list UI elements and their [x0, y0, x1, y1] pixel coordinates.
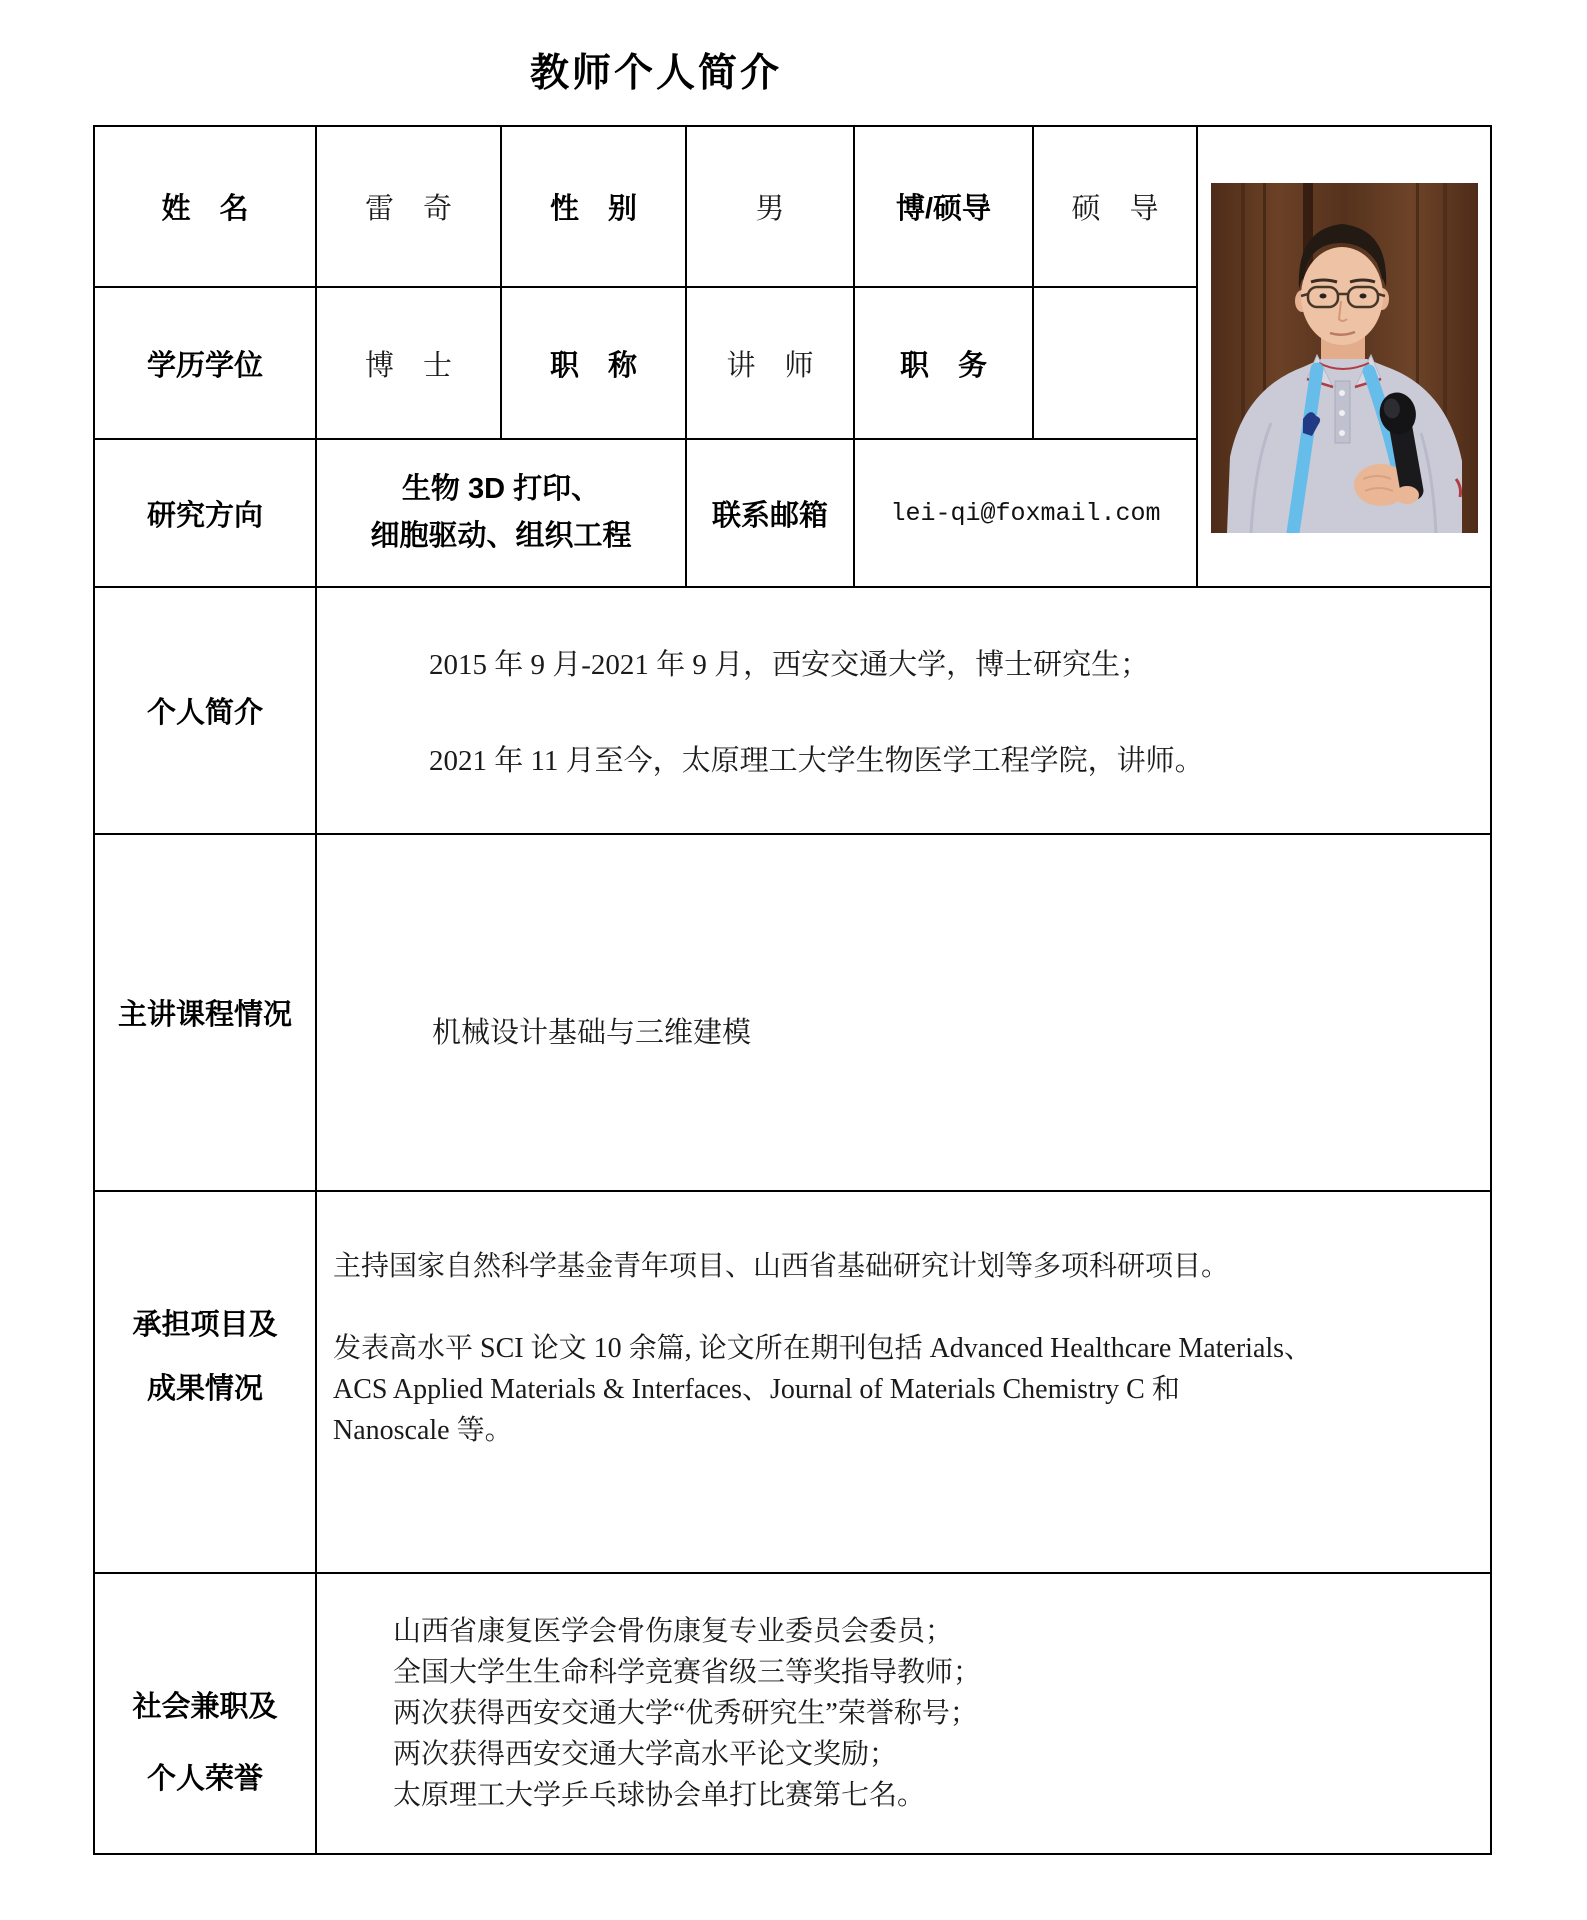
text-line: 两次获得西安交通大学高水平论文奖励；	[393, 1739, 898, 1770]
job-title-value: 讲 师	[687, 288, 855, 440]
courses-label: 主讲课程情况	[95, 835, 317, 1192]
page-title: 教师个人简介	[529, 52, 782, 95]
profile-table	[93, 125, 1492, 1855]
honors-content	[317, 1574, 1490, 1853]
teacher-portrait-photo	[1211, 183, 1478, 533]
research-line-2: 细胞驱动、组织工程	[370, 520, 632, 552]
projects-paragraph-2	[333, 1328, 1312, 1451]
projects-paragraph-1: 主持国家自然科学基金青年项目、山西省基础研究计划等多项科研项目。	[333, 1250, 1230, 1282]
degree-value: 博 士	[317, 288, 502, 440]
text-line: 山西省康复医学会骨伤康复专业委员会委员；	[393, 1616, 954, 1647]
photo-cell	[1198, 127, 1490, 588]
mentor-type-label: 博/硕导	[855, 127, 1034, 288]
honors-label	[95, 1574, 317, 1853]
duty-value	[1034, 288, 1198, 440]
courses-content: 机械设计基础与三维建模	[317, 835, 1490, 1192]
text-line: 两次获得西安交通大学“优秀研究生”荣誉称号；	[393, 1698, 978, 1729]
mentor-type-value: 硕 导	[1034, 127, 1198, 288]
name-value: 雷 奇	[317, 127, 502, 288]
duty-label: 职 务	[855, 288, 1034, 440]
text-line: Nanoscale 等。	[333, 1414, 513, 1446]
degree-label: 学历学位	[95, 288, 317, 440]
bio-content	[317, 588, 1490, 835]
name-label: 姓 名	[95, 127, 317, 288]
job-title-label: 职 称	[502, 288, 687, 440]
text-line: 全国大学生生命科学竞赛省级三等奖指导教师；	[393, 1657, 982, 1688]
research-direction-label: 研究方向	[95, 440, 317, 588]
email-label: 联系邮箱	[687, 440, 855, 588]
research-direction-value	[317, 440, 687, 588]
gender-value: 男	[687, 127, 855, 288]
bio-label: 个人简介	[95, 588, 317, 835]
gender-label: 性 别	[502, 127, 687, 288]
research-line-1: 生物 3D 打印、	[401, 473, 601, 505]
text-line: ACS Applied Materials & Interfaces、Journal of Materials Chemistry C 和	[333, 1373, 1180, 1405]
text-line: 太原理工大学乒乓球协会单打比赛第七名。	[393, 1780, 926, 1811]
projects-label-line-1: 承担项目及	[132, 1309, 278, 1341]
honors-label-line-1: 社会兼职及	[132, 1690, 278, 1723]
projects-label	[95, 1192, 317, 1574]
text-line: 发表高水平 SCI 论文 10 余篇, 论文所在期刊包括 Advanced Healthcare Materials、	[333, 1332, 1313, 1364]
projects-label-line-2: 成果情况	[146, 1373, 263, 1405]
projects-content	[317, 1192, 1490, 1574]
photo-face	[1301, 247, 1383, 345]
email-value: lei-qi@foxmail.com	[855, 440, 1198, 588]
text-line: 2021 年 11 月至今，太原理工大学生物医学工程学院，讲师。	[429, 745, 1204, 777]
honors-label-line-2: 个人荣誉	[146, 1762, 263, 1795]
text-line: 2015 年 9 月-2021 年 9 月，西安交通大学，博士研究生；	[429, 649, 1150, 681]
